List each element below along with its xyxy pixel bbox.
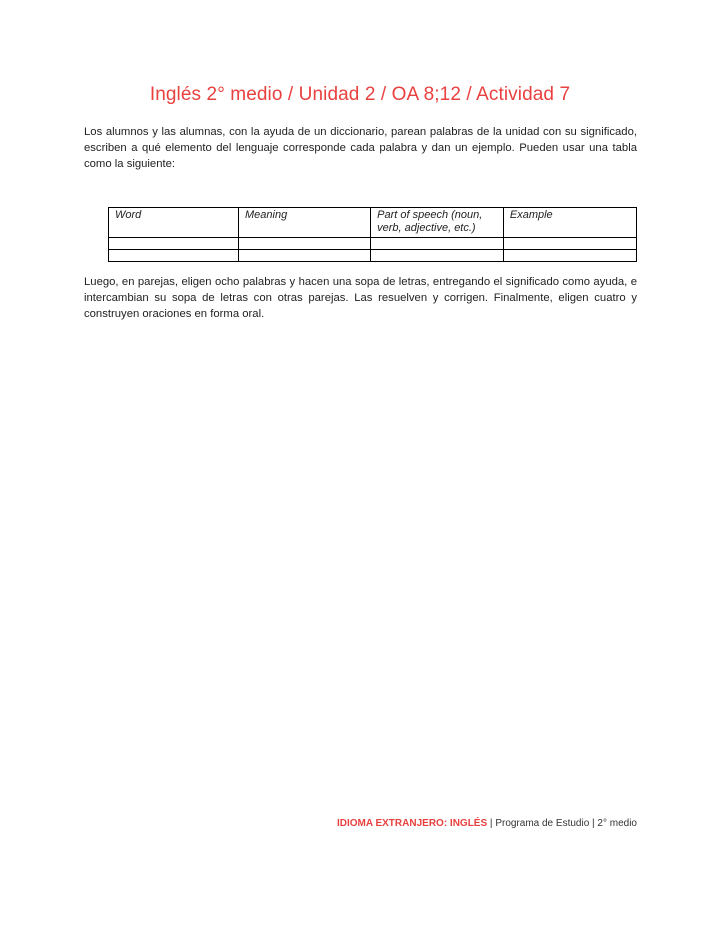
table-cell [109,250,239,262]
activity-title: Inglés 2° medio / Unidad 2 / OA 8;12 / Actividad 7 [149,84,571,105]
header-part-of-speech: Part of speech (noun, verb, adjective, etc.) [371,208,504,238]
table-header-row [109,208,637,238]
table-cell [503,238,636,250]
footer-level: 2° medio [597,818,637,829]
footer-separator: | [589,818,598,829]
footer-subject: IDIOMA EXTRANJERO: INGLÉS [336,818,488,829]
table-cell [503,250,636,262]
table-cell [109,238,239,250]
table-cell [371,238,504,250]
follow-up-paragraph: Luego, en parejas, eligen ocho palabras y hacen una sopa de letras, entregando el significado como ayuda, e intercambian su sopa de letras con otras parejas. Las resuelven y corrigen. Finalmente, eligen cuatro y construyen oraciones en forma oral. [84,276,637,320]
footer-separator: | [487,818,496,829]
table-row [109,238,637,250]
table-row [109,250,637,262]
vocabulary-table [108,207,637,262]
footer-program: Programa de Estudio [495,818,590,829]
header-meaning: Meaning [239,208,371,238]
header-example: Example [503,208,636,238]
instructions-paragraph: Los alumnos y las alumnas, con la ayuda de un diccionario, parean palabras de la unidad con su significado, escriben a qué elemento del lenguaje corresponde cada palabra y dan un ejemplo. Pueden usar una tabla como la siguiente: [84,126,637,170]
page-footer [337,818,637,829]
header-word: Word [109,208,239,238]
table-cell [239,238,371,250]
table-cell [239,250,371,262]
table-cell [371,250,504,262]
